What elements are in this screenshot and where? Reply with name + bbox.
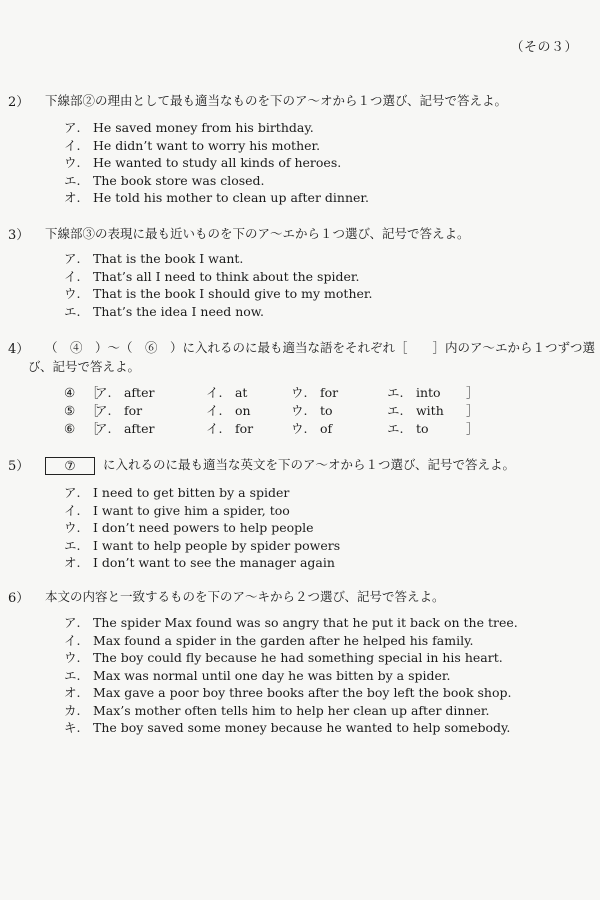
- list-item: [64, 649, 584, 667]
- choice-list-q6: [64, 614, 584, 737]
- question-number: 5）: [8, 459, 30, 474]
- question-text: [45, 455, 595, 475]
- table-row: [64, 420, 484, 438]
- list-item: [64, 519, 584, 537]
- question-number: 6）: [8, 591, 30, 606]
- table-row: [64, 384, 484, 402]
- choice-letter: ウ.: [64, 286, 81, 301]
- choice-letter: イ.: [64, 137, 81, 153]
- blank-number: ⑤: [64, 403, 76, 418]
- choice-letter: ウ.: [64, 650, 81, 665]
- list-item: [64, 250, 584, 268]
- choice-text: The boy saved some money because he wanted to help somebody.: [93, 720, 511, 735]
- list-item: [64, 189, 584, 207]
- blank-number: ④: [64, 385, 76, 400]
- choice-text: I don’t want to see the manager again: [93, 555, 335, 570]
- choice-letter: ア.: [64, 485, 81, 500]
- choice-text: The book store was closed.: [93, 172, 265, 188]
- question-number: 4）: [8, 342, 30, 357]
- list-item: [64, 614, 584, 632]
- list-item: [64, 268, 584, 286]
- option-c: ウ. to: [291, 403, 333, 418]
- question-text: [28, 338, 596, 376]
- close-bracket: ］: [466, 421, 479, 436]
- choice-text: Max was normal until one day he was bitten by a spider.: [93, 667, 451, 683]
- choice-text: I want to give him a spider, too: [93, 502, 290, 518]
- choice-letter: オ.: [64, 685, 81, 700]
- option-a: ア. after: [95, 421, 155, 436]
- question-text: 下線部②の理由として最も適当なものを下のア～オから１つ選び、記号で答えよ。: [45, 93, 508, 108]
- list-item: [64, 684, 584, 702]
- choice-letter: キ.: [64, 720, 81, 735]
- list-item: [64, 137, 584, 155]
- list-item: [64, 702, 584, 720]
- choice-letter: エ.: [64, 172, 81, 188]
- choice-list-q3: [64, 250, 584, 320]
- choice-letter: エ.: [64, 537, 81, 553]
- choice-text: That’s the idea I need now.: [93, 303, 264, 319]
- choice-text: I want to help people by spider powers: [93, 537, 341, 553]
- open-bracket: ［: [86, 421, 99, 436]
- choice-letter: ア.: [64, 120, 81, 135]
- close-bracket: ］: [466, 385, 479, 400]
- choice-text: That is the book I want.: [93, 251, 244, 266]
- option-b: イ. for: [206, 421, 254, 436]
- list-item: [64, 667, 584, 685]
- choice-text: That’s all I need to think about the spider.: [93, 268, 360, 284]
- question-text-line1: （ ④ ）～（ ⑥ ）に入れるのに最も適当な語をそれぞれ［ ］内のア～エから１つずつ選: [45, 340, 596, 355]
- option-d: エ. to: [387, 421, 429, 436]
- choice-grid-q4: [64, 384, 484, 438]
- choice-text: Max found a spider in the garden after he helped his family.: [93, 632, 474, 648]
- choice-text: I don’t need powers to help people: [93, 520, 314, 535]
- choice-text: The spider Max found was so angry that he put it back on the tree.: [93, 615, 518, 630]
- choice-letter: エ.: [64, 303, 81, 319]
- answer-box: ⑦: [45, 457, 95, 475]
- choice-text: That is the book I should give to my mother.: [93, 286, 373, 301]
- choice-letter: オ.: [64, 555, 81, 570]
- list-item: [64, 502, 584, 520]
- open-bracket: ［: [86, 403, 99, 418]
- choice-letter: オ.: [64, 190, 81, 205]
- list-item: [64, 484, 584, 502]
- option-a: ア. for: [95, 403, 143, 418]
- option-b: イ. on: [206, 403, 251, 418]
- option-c: ウ. for: [291, 385, 339, 400]
- list-item: [64, 537, 584, 555]
- choice-text: He told his mother to clean up after dinner.: [93, 190, 369, 205]
- option-c: ウ. of: [291, 421, 333, 436]
- option-d: エ. with: [387, 403, 444, 418]
- list-item: [64, 719, 584, 737]
- option-b: イ. at: [206, 385, 248, 400]
- close-bracket: ］: [466, 403, 479, 418]
- list-item: [64, 554, 584, 572]
- list-item: [64, 303, 584, 321]
- choice-letter: エ.: [64, 667, 81, 683]
- choice-text: He saved money from his birthday.: [93, 120, 314, 135]
- choice-letter: イ.: [64, 502, 81, 518]
- question-text-body: に入れるのに最も適当な英文を下のア～オから１つ選び、記号で答えよ。: [103, 457, 516, 472]
- choice-text: Max’s mother often tells him to help her clean up after dinner.: [93, 702, 490, 718]
- choice-list-q2: [64, 119, 584, 207]
- question-text-line2: び、記号で答えよ。: [28, 359, 141, 374]
- open-bracket: ［: [86, 385, 99, 400]
- choice-text: I need to get bitten by a spider: [93, 485, 290, 500]
- list-item: [64, 172, 584, 190]
- choice-text: The boy could fly because he had something special in his heart.: [93, 650, 503, 665]
- table-row: [64, 402, 484, 420]
- choice-letter: イ.: [64, 268, 81, 284]
- question-number: 3）: [8, 228, 30, 243]
- choice-letter: ア.: [64, 251, 81, 266]
- question-text: 本文の内容と一致するものを下のア～キから２つ選び、記号で答えよ。: [45, 589, 445, 604]
- blank-number: ⑥: [64, 421, 76, 436]
- choice-list-q5: [64, 484, 584, 572]
- list-item: [64, 285, 584, 303]
- choice-text: He didn’t want to worry his mother.: [93, 137, 321, 153]
- choice-text: Max gave a poor boy three books after the boy left the book shop.: [93, 685, 512, 700]
- choice-text: He wanted to study all kinds of heroes.: [93, 155, 342, 170]
- question-text: 下線部③の表現に最も近いものを下のア～エから１つ選び、記号で答えよ。: [45, 226, 470, 241]
- question-number: 2）: [8, 95, 30, 110]
- choice-letter: ウ.: [64, 155, 81, 170]
- list-item: [64, 119, 584, 137]
- choice-letter: ア.: [64, 615, 81, 630]
- choice-letter: カ.: [64, 702, 81, 718]
- choice-letter: イ.: [64, 632, 81, 648]
- list-item: [64, 632, 584, 650]
- option-d: エ. into: [387, 385, 441, 400]
- option-a: ア. after: [95, 385, 155, 400]
- choice-letter: ウ.: [64, 520, 81, 535]
- page-label: （その３）: [510, 40, 578, 55]
- list-item: [64, 154, 584, 172]
